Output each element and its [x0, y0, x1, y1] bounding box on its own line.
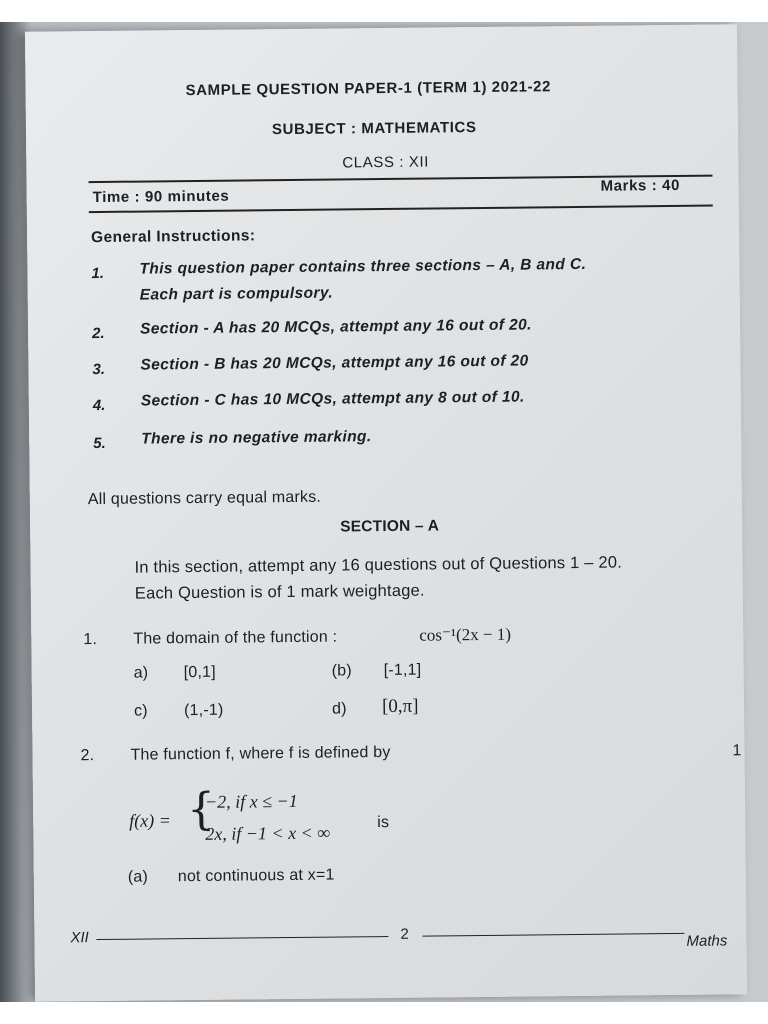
instructions-note: All questions carry equal marks.	[87, 488, 322, 509]
question-paper-page	[25, 24, 747, 1001]
section-heading: SECTION – A	[340, 517, 440, 536]
piecewise-lhs: f(x) =	[129, 810, 171, 831]
marks-label: Marks : 40	[600, 176, 681, 195]
subject-line: SUBJECT : MATHEMATICS	[271, 119, 477, 139]
piecewise-suffix: is	[377, 813, 390, 832]
instruction-text: Section - A has 20 MCQs, attempt any 16 out of 20.	[139, 316, 532, 338]
option-label: (a)	[127, 868, 149, 886]
question-number: 2.	[80, 747, 95, 765]
instruction-number: 4.	[92, 396, 106, 415]
footer-page-number: 2	[400, 925, 409, 943]
option-label: (b)	[331, 662, 352, 680]
header-rule-bottom	[89, 205, 713, 213]
instruction-text: This question paper contains three sections – A, B and C.	[139, 255, 587, 278]
instruction-text: Each part is compulsory.	[139, 284, 334, 304]
instruction-text: There is no negative marking.	[141, 428, 372, 448]
option-value: not continuous at x=1	[177, 866, 335, 886]
option-label: a)	[133, 664, 149, 682]
footer-subject: Maths	[686, 932, 728, 950]
footer-line-left	[96, 936, 388, 940]
piecewise-brace: {	[186, 783, 216, 836]
option-value: [0,1]	[183, 663, 216, 682]
option-label: c)	[133, 702, 148, 720]
photo-background	[0, 22, 768, 1002]
instruction-text: Section - B has 20 MCQs, attempt any 16 out of 20	[140, 352, 529, 374]
question-number: 1.	[83, 631, 98, 649]
piecewise-case: 2x, if −1 < x < ∞	[205, 822, 331, 844]
question-marks: 1	[732, 742, 742, 760]
instruction-text: Section - C has 10 MCQs, attempt any 8 out of 10.	[140, 388, 525, 410]
question-text: The function f, where f is defined by	[130, 743, 391, 764]
paper-title: SAMPLE QUESTION PAPER-1 (TERM 1) 2021-22	[185, 78, 552, 100]
section-intro: Each Question is of 1 mark weightage.	[134, 581, 425, 603]
instruction-number: 2.	[92, 324, 105, 343]
time-label: Time : 90 minutes	[92, 187, 230, 207]
option-value: (1,-1)	[183, 701, 224, 720]
instructions-heading: General Instructions:	[91, 227, 256, 247]
instruction-number: 5.	[93, 434, 106, 453]
instruction-number: 3.	[92, 360, 106, 379]
instruction-number: 1.	[91, 264, 105, 283]
piecewise-case: −2, if x ≤ −1	[204, 790, 298, 812]
option-value: [-1,1]	[383, 661, 422, 680]
question-formula: cos⁻¹(2x − 1)	[419, 624, 512, 645]
option-value: [0,π]	[381, 695, 419, 718]
section-intro: In this section, attempt any 16 questions out of Questions 1 – 20.	[134, 553, 623, 577]
question-text: The domain of the function :	[133, 628, 338, 648]
footer-class: XII	[70, 929, 89, 947]
class-line: CLASS : XII	[342, 153, 430, 172]
option-label: d)	[331, 700, 347, 718]
footer-line-right	[422, 933, 684, 937]
